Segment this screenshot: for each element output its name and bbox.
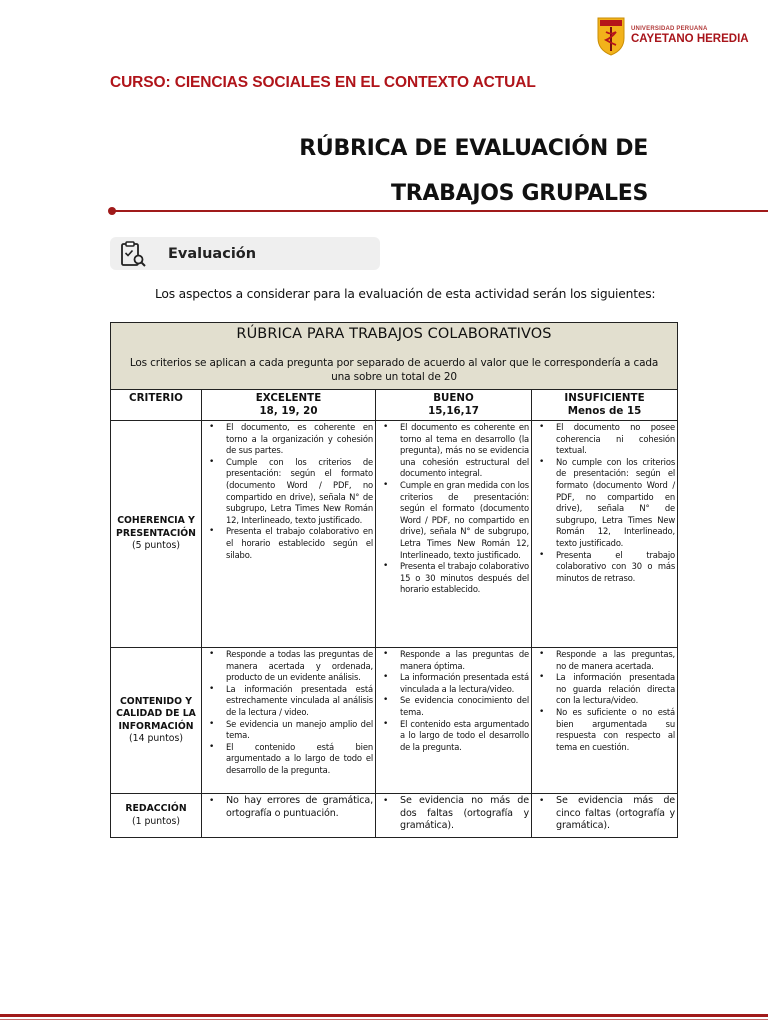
column-header-criterio: CRITERIO <box>111 390 202 421</box>
section-label: Evaluación <box>168 245 257 262</box>
column-header-excelente: EXCELENTE 18, 19, 20 <box>202 390 376 421</box>
excelente-cell <box>202 421 376 648</box>
rubric-column-headers <box>111 390 678 421</box>
excelente-cell <box>202 794 376 838</box>
criterion-cell: REDACCIÓN (1 puntos) <box>111 794 202 838</box>
bueno-cell <box>376 648 532 794</box>
document-title-line-1: RÚBRICA DE EVALUACIÓN DE <box>299 136 648 161</box>
insuficiente-cell <box>532 794 678 838</box>
list-item: • Responde a las preguntas, no de manera acertada. <box>534 649 675 672</box>
course-title: CURSO: CIENCIAS SOCIALES EN EL CONTEXTO ACTUAL <box>110 74 536 91</box>
bueno-cell <box>376 421 532 648</box>
rubric-title: RÚBRICA PARA TRABAJOS COLABORATIVOS <box>236 326 552 342</box>
list-item: • Responde a todas las preguntas de manera acertada y ordenada, producto de un evidente análisis. <box>204 649 373 684</box>
clipboard-search-icon <box>118 239 148 269</box>
list-item: • Se evidencia no más de dos faltas (ortografía y gramática). <box>378 795 529 833</box>
logo-subtitle: UNIVERSIDAD PERUANA <box>631 26 708 33</box>
list-item: • La información presentada está vinculada a la lectura/video. <box>378 672 529 695</box>
list-item: • Cumple en gran medida con los criterios de presentación: según el formato (documento Word / PDF, no compartido en drive), señala N° de subgrupo, Letra Times New Román 12, Interlineado, texto justificado. <box>378 480 529 561</box>
list-item: • La información presentada no guarda relación directa con la lectura/video. <box>534 672 675 707</box>
list-item: • Se evidencia más de cinco faltas (ortografía y gramática). <box>534 795 675 833</box>
list-item: • No es suficiente o no está bien argumentada su respuesta con respecto al tema en cuestión. <box>534 707 675 753</box>
list-item: • El contenido esta argumentado a lo largo de todo el desarrollo de la pregunta. <box>378 719 529 754</box>
criterion-cell: CONTENIDO Y CALIDAD DE LA INFORMACIÓN (14 puntos) <box>111 648 202 794</box>
bueno-cell <box>376 794 532 838</box>
insuficiente-cell <box>532 648 678 794</box>
list-item: • Se evidencia conocimiento del tema. <box>378 695 529 718</box>
table-row <box>111 648 678 794</box>
table-row <box>111 794 678 838</box>
list-item: • La información presentada está estrechamente vinculada al análisis de la lectura / video. <box>204 684 373 719</box>
list-item: • Responde a las preguntas de manera óptima. <box>378 649 529 672</box>
document-title-line-2: TRABAJOS GRUPALES <box>391 181 648 206</box>
criterion-cell: COHERENCIA Y PRESENTACIÓN (5 puntos) <box>111 421 202 648</box>
footer-divider <box>0 1014 768 1017</box>
divider-dot <box>108 207 116 215</box>
column-header-insuficiente: INSUFICIENTE Menos de 15 <box>532 390 678 421</box>
list-item: • El documento, es coherente en torno a la organización y cohesión de sus partes. <box>204 422 373 457</box>
list-item: • Presenta el trabajo colaborativo 15 o 30 minutos después del horario establecido. <box>378 561 529 596</box>
intro-text: Los aspectos a considerar para la evaluación de esta actividad serán los siguientes: <box>155 287 656 301</box>
list-item: • No hay errores de gramática, ortografía o puntuación. <box>204 795 373 820</box>
list-item: • No cumple con los criterios de presentación: según el formato (documento Word / PDF, no compartido en drive), señala N° de subgrupo, Letra Times New Román 12, Interlineado, texto justificado. <box>534 457 675 550</box>
list-item: • Presenta el trabajo colaborativo con 30 o más minutos de retraso. <box>534 550 675 585</box>
header-divider <box>113 210 768 212</box>
university-logo <box>596 12 756 60</box>
rubric-header <box>111 323 678 390</box>
footer-divider-thin <box>0 1019 768 1020</box>
rubric-table <box>110 322 678 838</box>
list-item: • El documento es coherente en torno al tema en desarrollo (la pregunta), más no se evidencia una cohesión estructural del documento integral. <box>378 422 529 480</box>
excelente-cell <box>202 648 376 794</box>
shield-icon <box>596 16 626 56</box>
logo-title: CAYETANO HEREDIA <box>631 33 749 46</box>
list-item: • El contenido está bien argumentado a lo largo de todo el desarrollo de la pregunta. <box>204 742 373 777</box>
table-row <box>111 421 678 648</box>
rubric-subtitle: Los criterios se aplican a cada pregunta por separado de acuerdo al valor que le correspondería a cada una sobre un total de 20 <box>129 357 659 383</box>
section-evaluacion <box>110 237 380 270</box>
list-item: • Presenta el trabajo colaborativo en el horario establecido según el silabo. <box>204 526 373 561</box>
list-item: • Cumple con los criterios de presentación: según el formato (documento Word / PDF, no compartido en drive), señala N° de subgrupo, Letra Times New Román 12, Interlineado, texto justificado. <box>204 457 373 527</box>
column-header-bueno: BUENO 15,16,17 <box>376 390 532 421</box>
list-item: • El documento no posee coherencia ni cohesión textual. <box>534 422 675 457</box>
list-item: • Se evidencia un manejo amplio del tema. <box>204 719 373 742</box>
insuficiente-cell <box>532 421 678 648</box>
